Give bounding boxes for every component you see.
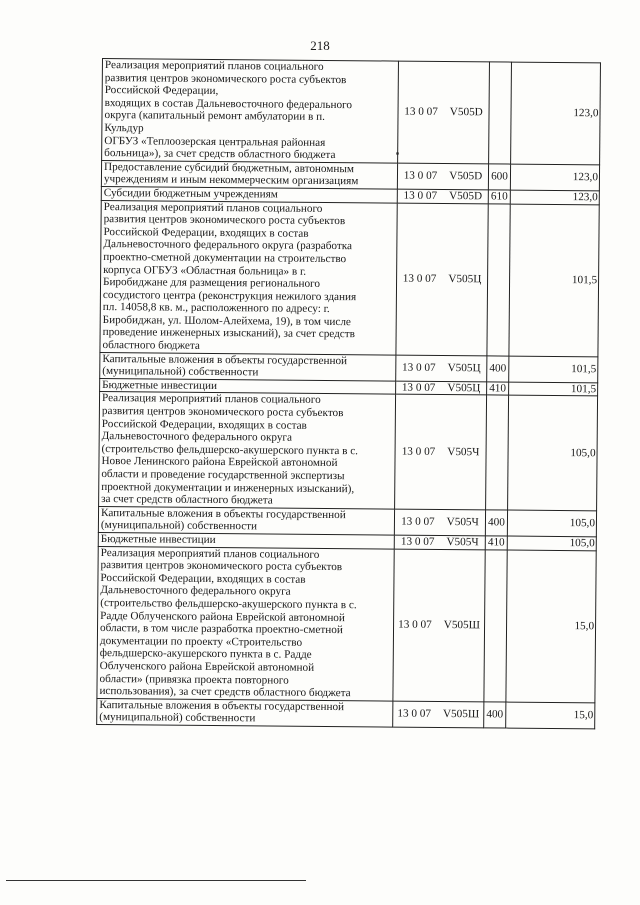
expense-type-code — [484, 549, 507, 701]
description-line: Новое Ленинского района Еврейской автономной — [101, 455, 338, 470]
budget-table-wrapper — [96, 58, 600, 729]
amount: 101,5 — [509, 356, 598, 383]
description-line: Российской Федерации, входящих в состав — [101, 417, 307, 432]
description-line: Реализация мероприятий планов социального — [104, 59, 324, 73]
section-code: 13 0 07 — [401, 445, 436, 458]
amount: 105,0 — [508, 395, 598, 510]
description-line: развития центров экономического роста субъектов — [101, 405, 344, 420]
target-code: V505Ц — [447, 361, 481, 375]
target-code: V505D — [449, 189, 483, 203]
expense-type-code: 610 — [488, 190, 510, 204]
row-code — [396, 381, 487, 395]
amount: 123,0 — [510, 190, 599, 204]
section-code: 13 0 07 — [402, 272, 437, 285]
expense-type-code — [487, 203, 510, 355]
description-line: (муниципальной) собственности — [102, 365, 259, 379]
amount: 101,5 — [509, 382, 598, 396]
budget-table — [96, 58, 601, 729]
description-line: Капитальные вложения в объекты государственной — [102, 352, 348, 367]
section-code: 13 0 07 — [404, 105, 438, 119]
description-line: сосудистого центра (реконструкция нежилого здания — [102, 288, 357, 303]
row-code — [393, 701, 484, 728]
row-code — [398, 61, 490, 164]
description-line: корпуса ОГБУЗ «Областная больница» в г. — [103, 263, 307, 278]
description-line: проведение инженерных изысканий), за счет средств — [102, 326, 356, 341]
description-line: Биробиджан, ул. Шолом-Алейхема, 19), в том числе — [102, 313, 351, 329]
expense-type-code: 400 — [487, 356, 509, 382]
amount: 105,0 — [507, 536, 596, 550]
section-code: 13 0 07 — [403, 169, 438, 182]
description-line: Бюджетные инвестиции — [100, 532, 216, 546]
target-code: V505Ш — [443, 618, 480, 632]
row-code — [397, 163, 488, 190]
section-code: 13 0 07 — [398, 618, 432, 631]
row-code — [397, 189, 488, 203]
description-line: (муниципальной) собственности — [99, 711, 256, 725]
row-description — [97, 546, 394, 701]
description-line: (муниципальной) собственности — [100, 519, 258, 533]
section-code: 13 0 07 — [401, 515, 435, 528]
expense-type-code: 400 — [484, 702, 506, 728]
description-line: Реализация мероприятий планов социального — [103, 200, 323, 215]
expense-type-code: 600 — [488, 164, 510, 190]
description-line: Кульдур — [104, 121, 144, 135]
budget-table-body — [97, 59, 601, 729]
section-code: 13 0 07 — [397, 707, 432, 720]
description-line: Капитальные вложения в объекты государственной — [100, 506, 346, 521]
description-line: пл. 14058,8 кв. м., расположенного по адресу: г. — [102, 301, 330, 316]
row-description — [100, 200, 397, 355]
row-description — [98, 506, 394, 535]
description-line: учреждениям и иным некоммерческим организациям — [103, 173, 359, 188]
amount: 15,0 — [506, 550, 596, 703]
expense-type-code: 410 — [485, 536, 507, 550]
section-code: 13 0 07 — [403, 189, 438, 202]
footer-rule — [6, 880, 306, 881]
description-line: Российской Федерации, входящих в состав — [103, 225, 309, 240]
description-line: использования), за счет средств областного бюджета — [99, 685, 351, 700]
description-line: (строительство фельдшерско-акушерского пункта в с. — [101, 442, 359, 458]
table-row — [100, 352, 598, 383]
section-code: 13 0 07 — [400, 535, 435, 548]
description-line: области, в том числе разработка проектно-сметной — [99, 622, 343, 637]
section-code: 13 0 07 — [401, 381, 436, 394]
description-line: Капитальные вложения в объекты государственной — [99, 698, 345, 713]
target-code: V505D — [449, 170, 483, 183]
row-code — [393, 549, 485, 702]
table-row — [101, 160, 599, 191]
table-row — [98, 506, 596, 537]
description-line: входящих в состав Дальневосточного федерального — [104, 96, 353, 111]
target-code: V505Ц — [448, 272, 482, 286]
target-code: V505Ч — [447, 445, 480, 459]
description-line: Российской Федерации, входящих в состав — [100, 571, 306, 586]
target-code: V505Ц — [447, 381, 481, 395]
row-description — [97, 698, 393, 727]
description-line: проектно-сметной документации на строительство — [103, 250, 347, 266]
description-line: Дальневосточного федерального округа — [100, 584, 291, 599]
description-line: больница»), за счет средств областного бюджета — [104, 147, 336, 162]
description-line: округа (капитальный ремонт амбулатории в п. — [104, 109, 325, 124]
description-line: области и проведение государственной экспертизы — [101, 468, 345, 483]
description-line: развития центров экономического роста субъектов — [100, 559, 343, 574]
description-line: Дальневосточного федерального округа — [101, 430, 293, 444]
description-line: за счет средств областного бюджета — [101, 493, 273, 507]
row-code — [395, 395, 487, 510]
target-code: V505D — [449, 106, 483, 119]
expense-type-code: 400 — [485, 510, 507, 536]
section-code: 13 0 07 — [401, 361, 436, 374]
amount: 123,0 — [511, 62, 601, 165]
target-code: V505Ч — [446, 516, 479, 529]
row-description — [102, 59, 399, 163]
target-code: V505Ч — [446, 535, 479, 549]
description-line: Реализация мероприятий планов социального — [101, 392, 321, 407]
row-description — [101, 160, 397, 189]
description-line: Субсидии бюджетным учреждениям — [103, 186, 278, 201]
amount: 15,0 — [506, 702, 595, 729]
description-line: развития центров экономического роста субъектов — [103, 213, 346, 228]
amount: 123,0 — [510, 164, 599, 191]
amount: 105,0 — [507, 510, 596, 537]
description-line: ОГБУЗ «Теплоозерская центральная районная — [104, 134, 326, 149]
row-code — [394, 509, 485, 536]
row-code — [396, 355, 487, 382]
row-description — [99, 392, 396, 509]
row-description — [100, 352, 396, 381]
description-line: Предоставление субсидий бюджетным, автономным — [103, 160, 355, 175]
amount: 101,5 — [509, 204, 599, 357]
table-row — [97, 698, 595, 729]
row-code — [396, 203, 488, 356]
description-line: Радде Облученского района Еврейской автономной — [100, 609, 345, 624]
table-row — [102, 59, 601, 165]
description-line: области» (привязка проекта повторного — [99, 672, 289, 687]
expense-type-code — [489, 62, 512, 164]
table-row — [97, 546, 596, 702]
target-code: V505Ш — [442, 707, 480, 721]
description-line: проектной документации и инженерных изысканий), — [101, 480, 355, 495]
page-number: 218 — [310, 38, 330, 53]
description-line: Дальневосточного федерального округа (разработка — [103, 238, 353, 253]
description-line: Реализация мероприятий планов социального — [100, 546, 320, 561]
description-line: (строительство фельдшерско-акушерского пункта в с. — [100, 596, 357, 612]
description-line: развития центров экономического роста субъектов — [104, 71, 347, 86]
description-line: Российской Федерации, — [104, 84, 219, 98]
description-line: фельдшерско-акушерского пункта в с. Радде — [99, 647, 312, 662]
description-line: Бюджетные инвестиции — [102, 378, 218, 392]
description-line: Облученского района Еврейской автономной — [99, 659, 315, 674]
description-line: документации по проекту «Строительство — [99, 634, 303, 649]
description-line: областного бюджета — [102, 339, 200, 352]
row-code — [394, 535, 485, 549]
description-line: Биробиджане для размещения регионального — [102, 276, 321, 291]
expense-type-code — [486, 395, 509, 510]
table-row — [100, 200, 599, 356]
expense-type-code: 410 — [487, 382, 509, 396]
table-row — [99, 392, 598, 511]
